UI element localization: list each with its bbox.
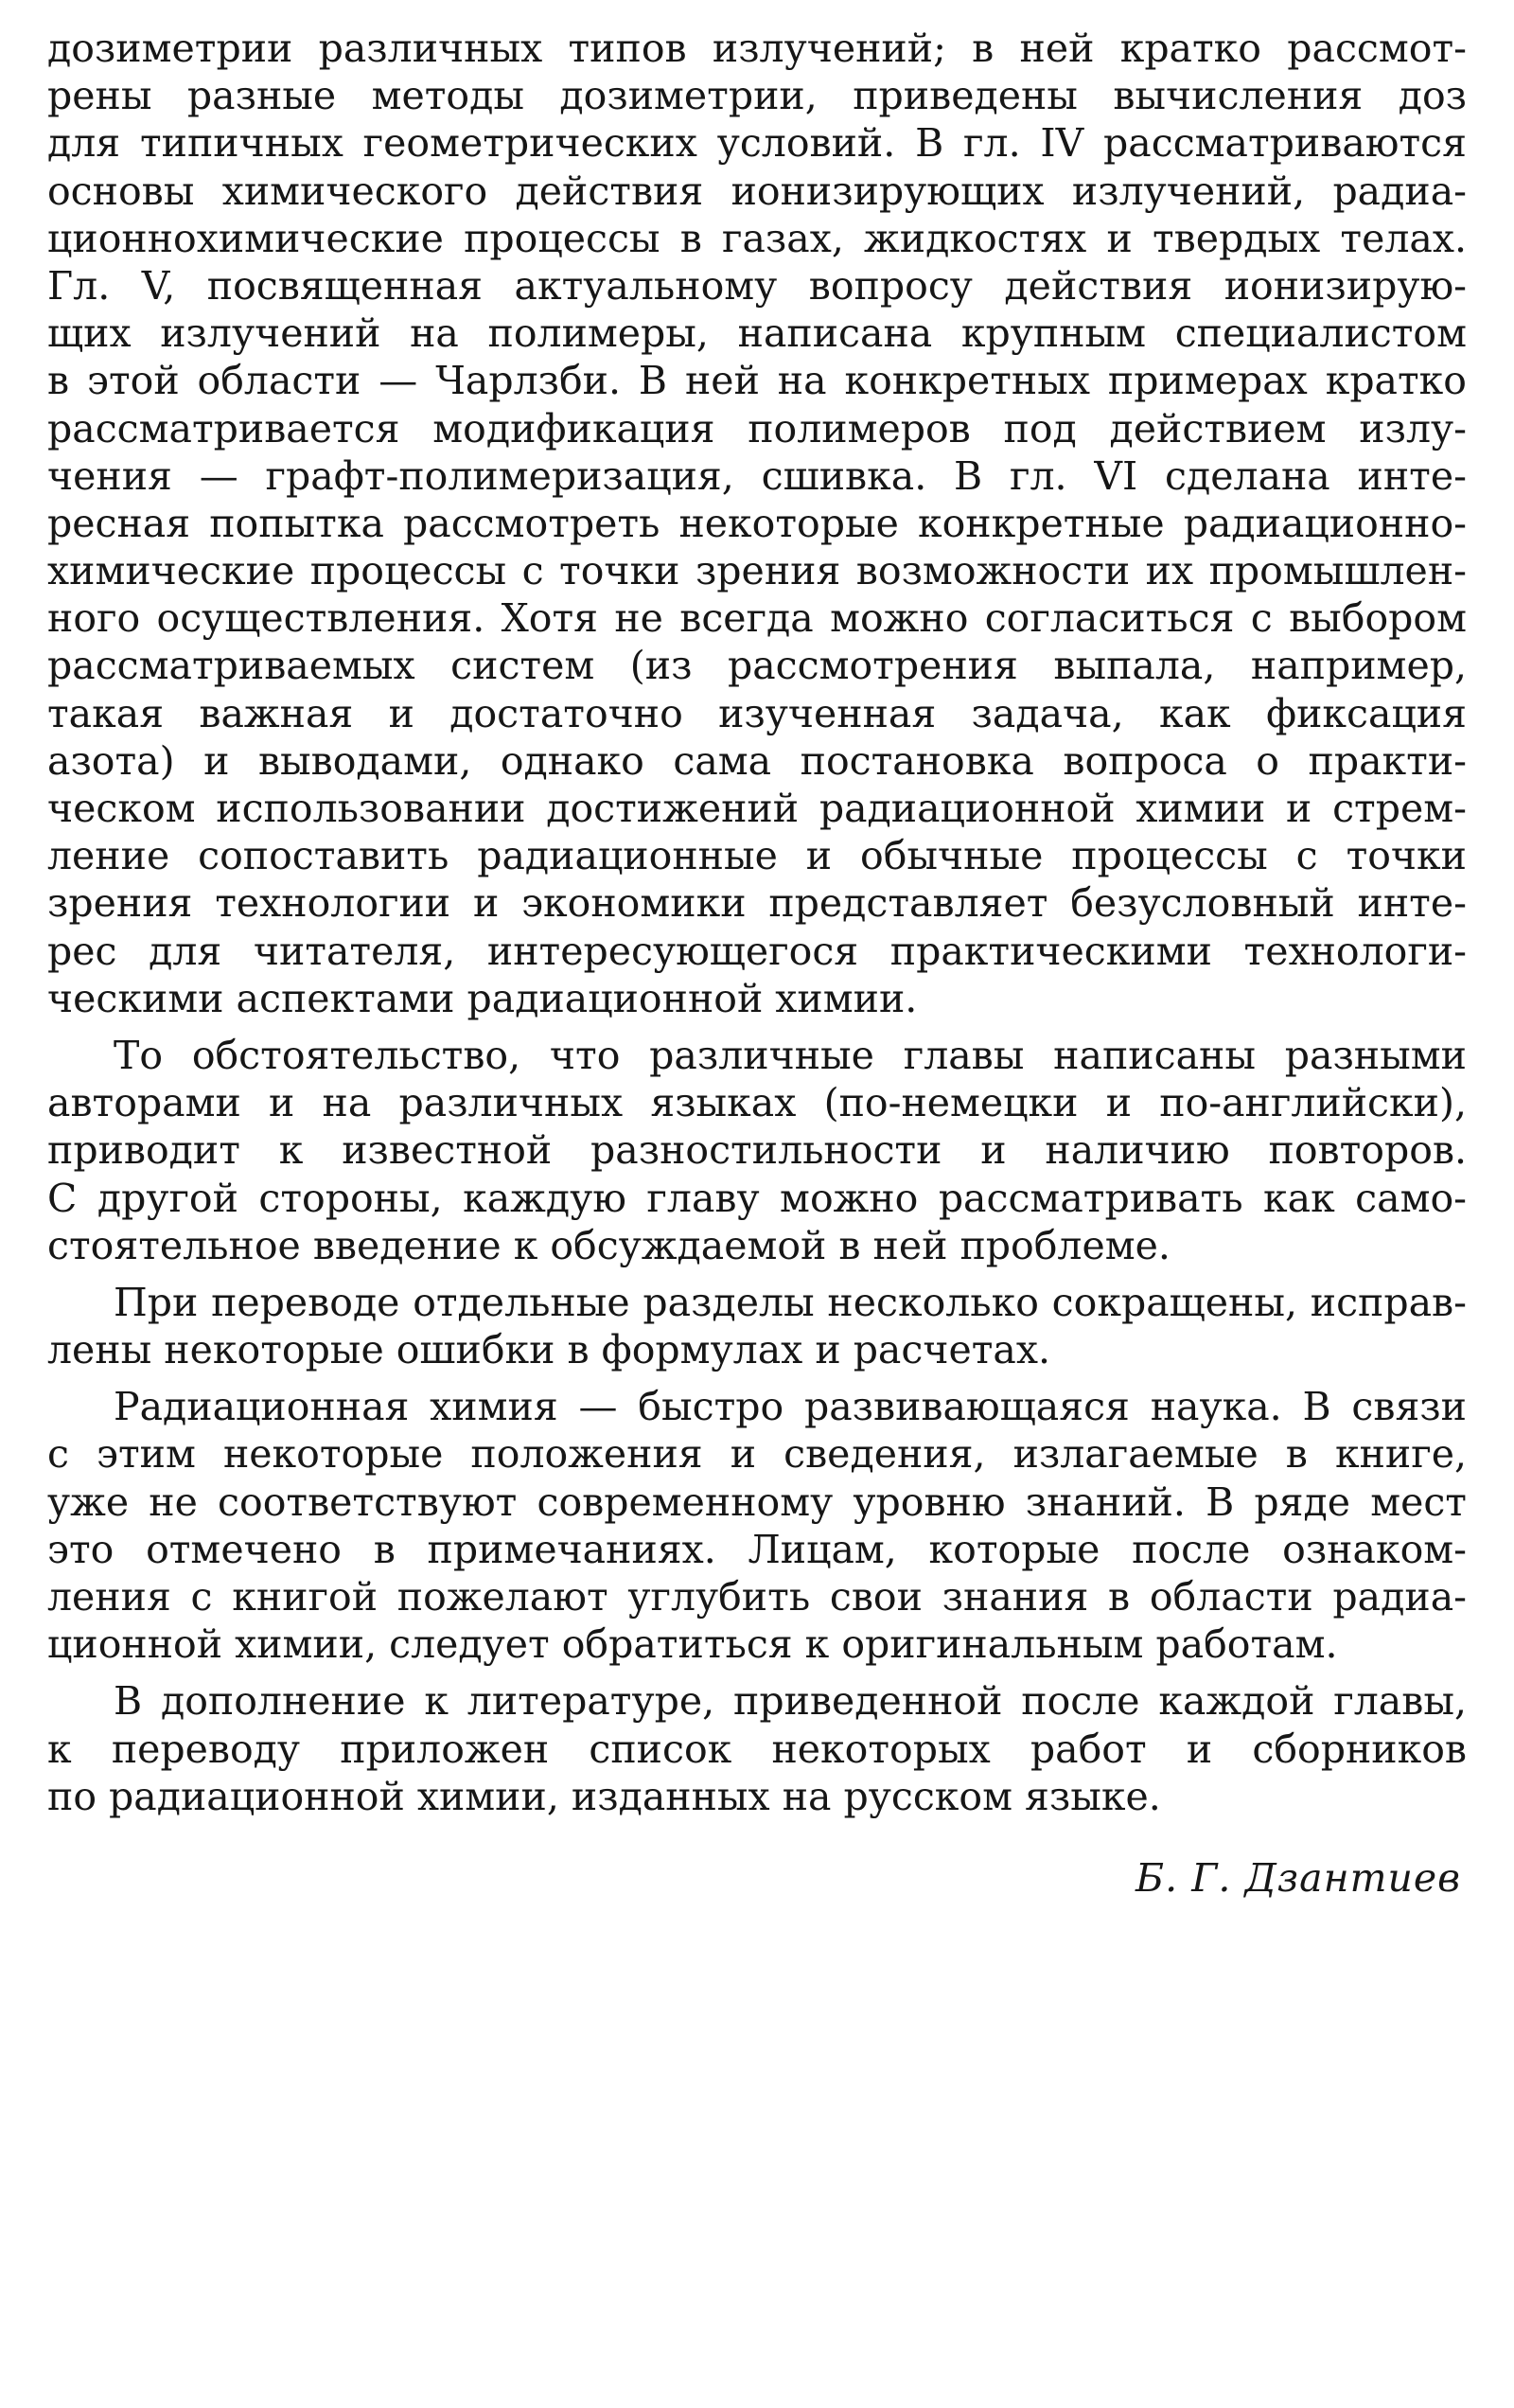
text-line: лены некоторые ошибки в формулах и расчетах. [47,1327,1050,1373]
text-line: химические процессы с точки зрения возможности их промышлен- [47,548,1467,594]
text-line: чения — графт-полимеризация, сшивка. В гл. VI сделана инте- [47,452,1467,499]
text-line: для типичных геометрических условий. В гл. IV рассматриваются [47,120,1467,167]
text-line: авторами и на различных языках (по-немецки и по-английски), [47,1080,1467,1126]
body-text [47,25,1467,1820]
author-signature: Б. Г. Дзантиев [1136,1854,1461,1901]
text-line: такая важная и достаточно изученная задача, как фиксация [47,690,1467,736]
text-line: ления с книгой пожелают углубить свои знания в области радиа- [47,1574,1467,1620]
text-line: Гл. V, посвященная актуальному вопросу действия ионизирую- [47,262,1467,309]
document-page [47,25,1467,1902]
text-line: стоятельное введение к обсуждаемой в ней проблеме. [47,1222,1171,1268]
text-line: приводит к известной разностильности и наличию повторов. [47,1127,1467,1174]
text-line: рассматриваемых систем (из рассмотрения выпала, например, [47,643,1467,689]
paragraph [47,25,1467,1022]
paragraph [47,1677,1467,1820]
paragraph [47,1279,1467,1373]
text-line: азота) и выводами, однако сама постановка вопроса о практи- [47,737,1467,784]
text-line: щих излучений на полимеры, написана крупным специалистом [47,310,1467,357]
text-line: к переводу приложен список некоторых работ и сборников [47,1726,1467,1772]
text-line: В дополнение к литературе, приведенной после каждой главы, [114,1678,1467,1725]
text-line: основы химического действия ионизирующих излучений, радиа- [47,168,1467,214]
text-line: в этой области — Чарлзби. В ней на конкретных примерах кратко [47,358,1467,404]
text-line: зрения технологии и экономики представляет безусловный инте- [47,880,1467,927]
text-line: с этим некоторые положения и сведения, излагаемые в книге, [47,1431,1467,1478]
text-line: ческом использовании достижений радиационной химии и стрем- [47,786,1467,831]
text-line: ление сопоставить радиационные и обычные процессы с точки [47,833,1467,879]
paragraph [47,1383,1467,1668]
text-line: ческими аспектами радиационной химии. [47,975,918,1021]
text-line: С другой стороны, каждую главу можно рассматривать как само- [47,1175,1467,1221]
text-line: по радиационной химии, изданных на русском языке. [47,1773,1161,1819]
text-line: ного осуществления. Хотя не всегда можно согласиться с выбором [47,595,1467,642]
text-line: При переводе отдельные разделы несколько сокращены, исправ- [114,1279,1467,1325]
paragraph [47,1032,1467,1269]
text-line: ресная попытка рассмотреть некоторые конкретные радиационно- [47,500,1467,546]
text-line: дозиметрии различных типов излучений; в ней кратко рассмот- [47,26,1467,71]
text-line: уже не соответствуют современному уровню знаний. В ряде мест [47,1478,1467,1525]
text-line: ционной химии, следует обратиться к оригинальным работам. [47,1621,1338,1668]
text-line: рес для читателя, интересующегося практическими технологи- [47,928,1467,974]
text-line: это отмечено в примечаниях. Лицам, которые после ознаком- [47,1526,1467,1572]
text-line: То обстоятельство, что различные главы написаны разными [114,1032,1467,1078]
text-line: рены разные методы дозиметрии, приведены вычисления доз [47,73,1467,119]
text-line: рассматривается модификация полимеров под действием излу- [47,405,1467,452]
text-line: ционнохимические процессы в газах, жидкостях и твердых телах. [47,215,1467,261]
text-line: Радиационная химия — быстро развивающаяся наука. В связи [114,1384,1467,1430]
